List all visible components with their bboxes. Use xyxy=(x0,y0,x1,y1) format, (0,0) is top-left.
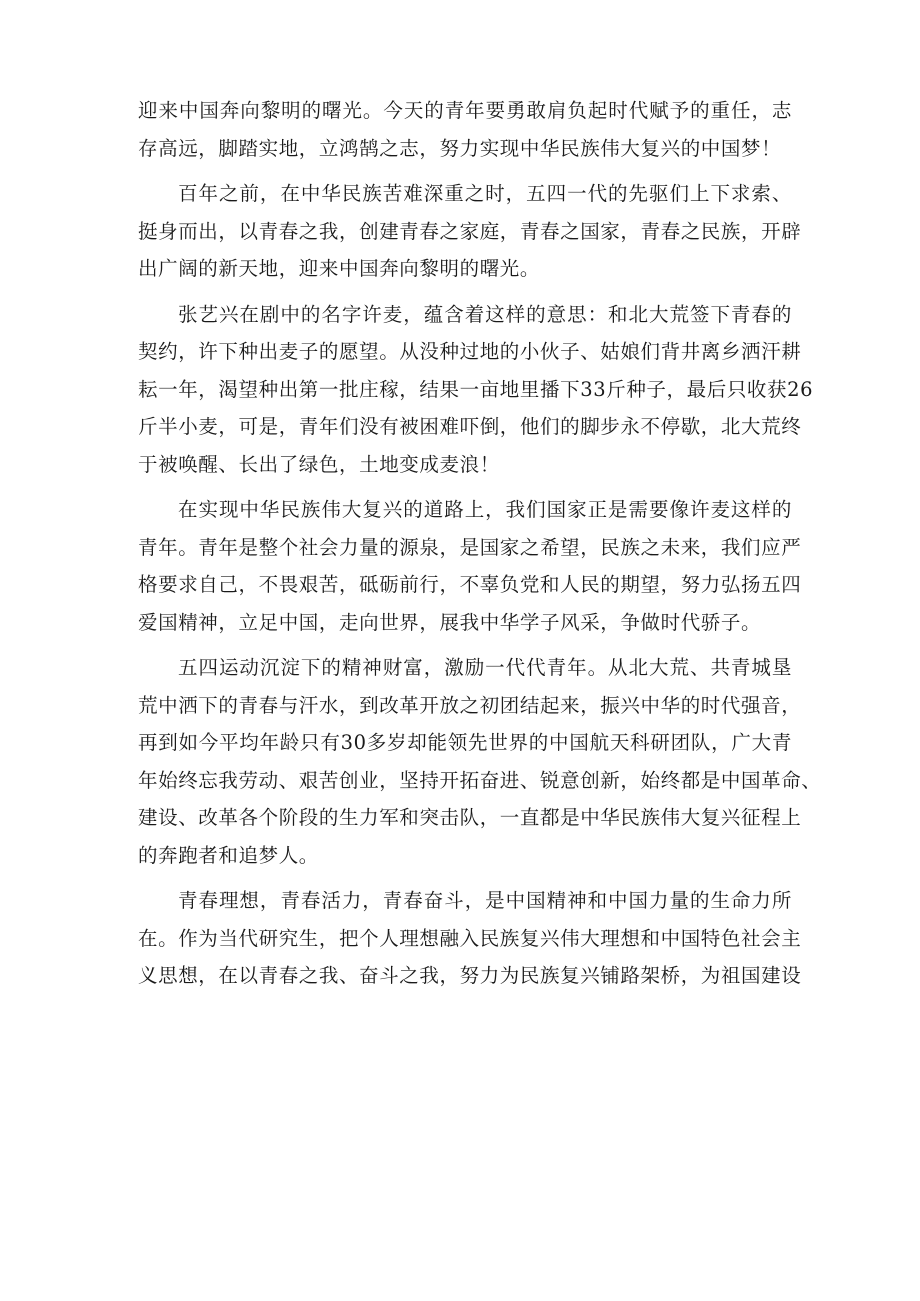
text-line: 耘一年，渴望种出第一批庄稼，结果一亩地里播下33斤种子，最后只收获26 xyxy=(138,377,814,401)
text-line: 的奔跑者和追梦人。 xyxy=(138,843,319,867)
text-line: 在。作为当代研究生，把个人理想融入民族复兴伟大理想和中国特色社会主 xyxy=(138,926,802,950)
text-line: 挺身而出，以青春之我，创建青春之家庭，青春之国家，青春之民族，开辟 xyxy=(138,219,802,243)
text-line: 出广阔的新天地，迎来中国奔向黎明的曙光。 xyxy=(138,257,541,280)
text-line: 建设、改革各个阶段的生力军和突击队，一直都是中华民族伟大复兴征程上 xyxy=(138,806,802,829)
paragraph-1 xyxy=(138,92,792,167)
text-line: 于被唤醒、长出了绿色，土地变成麦浪！ xyxy=(138,452,500,476)
text-line: 年始终忘我劳动、艰苦创业，坚持开拓奋进、锐意创新，始终都是中国革命、 xyxy=(138,768,822,792)
text-line: 再到如今平均年龄只有30多岁却能领先世界的中国航天科研团队，广大青 xyxy=(138,731,792,754)
text-line: 青年。青年是整个社会力量的源泉，是国家之希望，民族之未来，我们应严 xyxy=(138,535,802,559)
text-line: 爱国精神，立足中国，走向世界，展我中华学子风采，争做时代骄子。 xyxy=(138,610,762,634)
text-line: 五四运动沉淀下的精神财富，激励一代代青年。从北大荒、共青城垦 xyxy=(178,656,792,679)
text-line: 百年之前，在中华民族苦难深重之时，五四一代的先驱们上下求索、 xyxy=(178,182,792,205)
paragraph-3 xyxy=(138,296,814,484)
text-line: 迎来中国奔向黎明的曙光。今天的青年要勇敢肩负起时代赋予的重任，志 xyxy=(138,99,792,122)
paragraph-5 xyxy=(138,649,822,874)
text-line: 斤半小麦，可是，青年们没有被困难吓倒，他们的脚步永不停歇，北大荒终 xyxy=(138,415,802,438)
text-line: 荒中洒下的青春与汗水，到改革开放之初团结起来，振兴中华的时代强音， xyxy=(138,693,802,717)
paragraph-6 xyxy=(138,882,802,995)
text-line: 契约，许下种出麦子的愿望。从没种过地的小伙子、姑娘们背井离乡洒汗耕 xyxy=(138,340,802,363)
document-page xyxy=(138,92,822,995)
text-line: 格要求自己，不畏艰苦，砥砺前行，不辜负党和人民的期望，努力弘扬五四 xyxy=(138,573,802,596)
text-line: 张艺兴在剧中的名字许麦，蕴含着这样的意思：和北大荒签下青春的 xyxy=(178,302,792,326)
text-line: 在实现中华民族伟大复兴的道路上，我们国家正是需要像许麦这样的 xyxy=(178,498,792,521)
text-line: 青春理想，青春活力，青春奋斗，是中国精神和中国力量的生命力所 xyxy=(178,889,792,912)
text-line: 义思想，在以青春之我、奋斗之我，努力为民族复兴铺路架桥，为祖国建设 xyxy=(138,964,802,987)
paragraph-4 xyxy=(138,491,802,641)
paragraph-2 xyxy=(138,175,802,288)
text-line: 存高远，脚踏实地，立鸿鹄之志，努力实现中华民族伟大复兴的中国梦！ xyxy=(138,136,782,160)
